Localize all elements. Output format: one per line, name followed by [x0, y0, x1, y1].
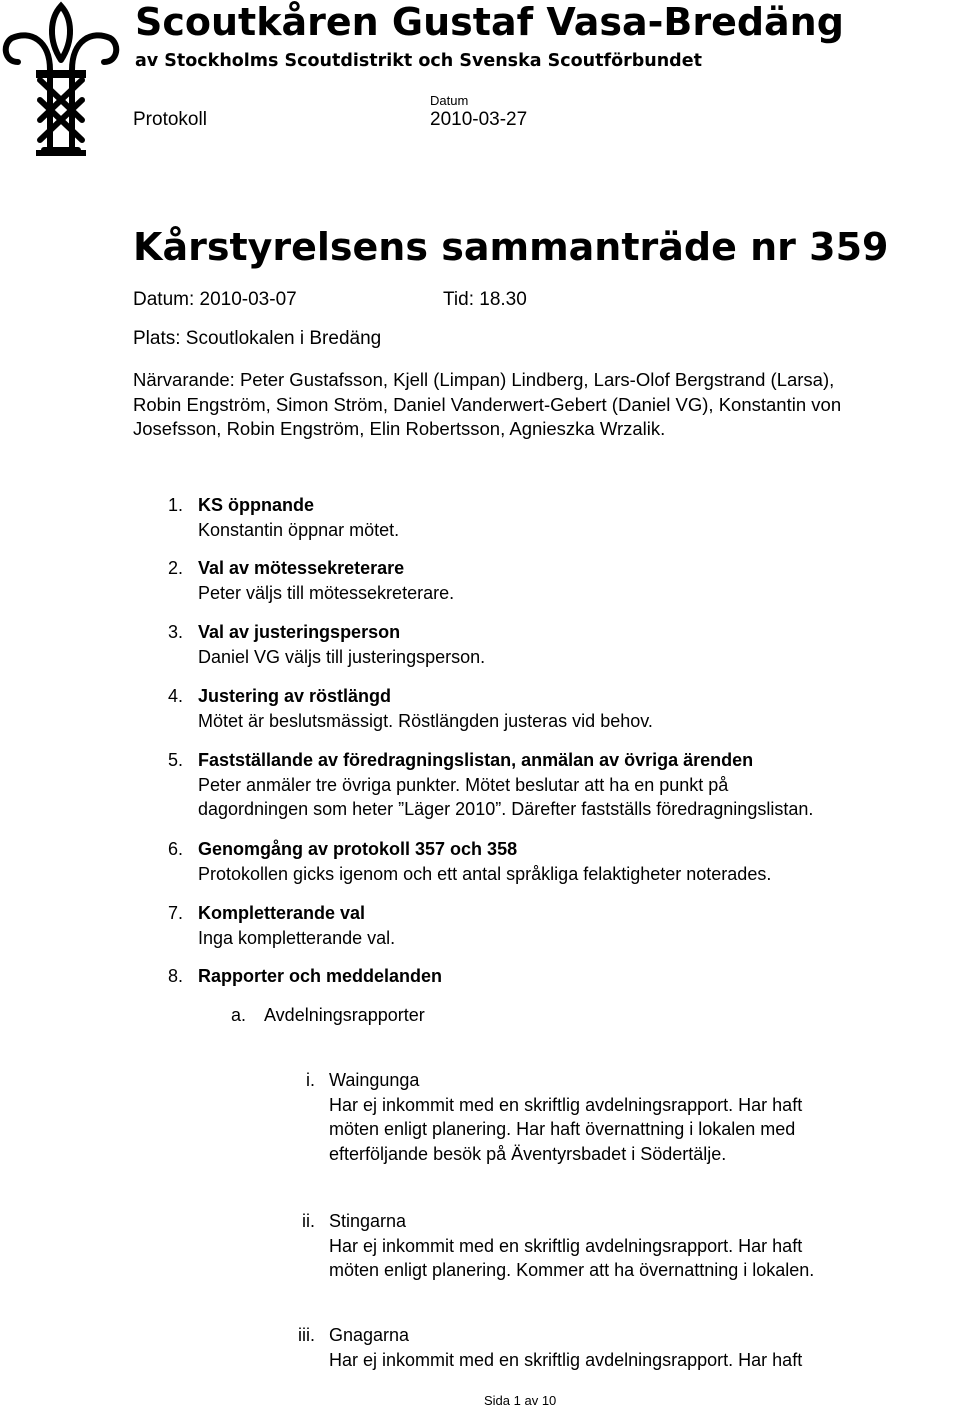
item-text: Peter anmäler tre övriga punkter. Mötet beslutar att ha en punkt på: [198, 774, 729, 795]
item-title: KS öppnande: [198, 495, 314, 515]
report-number: ii.: [302, 1211, 315, 1231]
meeting-time: Tid: 18.30: [443, 289, 527, 310]
report-number: iii.: [298, 1325, 315, 1345]
item-title: Fastställande av föredragningslistan, anmälan av övriga ärenden: [198, 750, 754, 770]
report-text: Har ej inkommit med en skriftlig avdelningsrapport. Har haft: [329, 1349, 803, 1370]
page-number: Sida 1 av 10: [484, 1393, 557, 1408]
item-number: 7.: [167, 903, 183, 923]
item-number: 3.: [167, 622, 183, 642]
report-text: efterföljande besök på Äventyrsbadet i Södertälje.: [329, 1143, 727, 1164]
item-text: Daniel VG väljs till justeringsperson.: [198, 646, 486, 667]
attendees-line: Närvarande: Peter Gustafsson, Kjell (Limpan) Lindberg, Lars-Olof Bergstrand (Larsa),: [133, 369, 835, 390]
scout-lily-logo: [0, 0, 122, 160]
item-text: dagordningen som heter ”Läger 2010”. Därefter fastställs föredragningslistan.: [198, 799, 814, 819]
attendees: [133, 368, 841, 442]
document-date: 2010-03-27: [430, 109, 528, 130]
item-text: Inga kompletterande val.: [198, 927, 396, 948]
item-title: Val av justeringsperson: [198, 622, 401, 642]
meeting-place: Plats: Scoutlokalen i Bredäng: [133, 328, 382, 349]
item-title: Kompletterande val: [198, 903, 366, 923]
attendees-line: Josefsson, Robin Engström, Elin Robertsson, Agnieszka Wrzalik.: [133, 418, 666, 439]
meeting-date: Datum: 2010-03-07: [133, 289, 297, 310]
item-title: Justering av röstlängd: [198, 686, 392, 706]
report-name: Stingarna: [329, 1211, 407, 1231]
item-text: Konstantin öppnar mötet.: [198, 519, 400, 540]
document-type: Protokoll: [133, 109, 207, 130]
sub-item-label: Avdelningsrapporter: [264, 1005, 425, 1025]
report-number: i.: [306, 1070, 315, 1090]
item-title: Genomgång av protokoll 357 och 358: [198, 839, 518, 859]
report-name: Waingunga: [329, 1070, 420, 1090]
item-text: Peter väljs till mötessekreterare.: [198, 582, 455, 603]
report-text: möten enligt planering. Har haft övernattning i lokalen med: [329, 1119, 796, 1139]
report-name: Gnagarna: [329, 1325, 410, 1345]
attendees-line: Robin Engström, Simon Ström, Daniel Vanderwert-Gebert (Daniel VG), Konstantin von: [133, 393, 842, 415]
item-number: 6.: [167, 839, 183, 859]
item-text: Mötet är beslutsmässigt. Röstlängden justeras vid behov.: [198, 710, 653, 731]
item-text: Protokollen gicks igenom och ett antal språkliga felaktigheter noterades.: [198, 863, 772, 884]
item-number: 2.: [167, 558, 183, 578]
item-number: 5.: [167, 750, 183, 770]
sub-item-number: a.: [231, 1005, 247, 1025]
item-title: Val av mötessekreterare: [198, 558, 405, 578]
meeting-title: Kårstyrelsens sammanträde nr 359: [133, 225, 889, 269]
organization-name: Scoutkåren Gustaf Vasa-Bredäng: [135, 0, 844, 44]
organization-subtitle: av Stockholms Scoutdistrikt och Svenska Scoutförbundet: [135, 51, 702, 71]
report-text: möten enligt planering. Kommer att ha övernattning i lokalen.: [329, 1260, 815, 1280]
item-number: 4.: [167, 686, 183, 706]
date-label: Datum: [430, 93, 469, 108]
item-title: Rapporter och meddelanden: [198, 966, 443, 986]
item-number: 8.: [167, 966, 183, 986]
report-text: Har ej inkommit med en skriftlig avdelningsrapport. Har haft: [329, 1094, 803, 1115]
item-number: 1.: [167, 495, 183, 515]
report-text: Har ej inkommit med en skriftlig avdelningsrapport. Har haft: [329, 1235, 803, 1256]
